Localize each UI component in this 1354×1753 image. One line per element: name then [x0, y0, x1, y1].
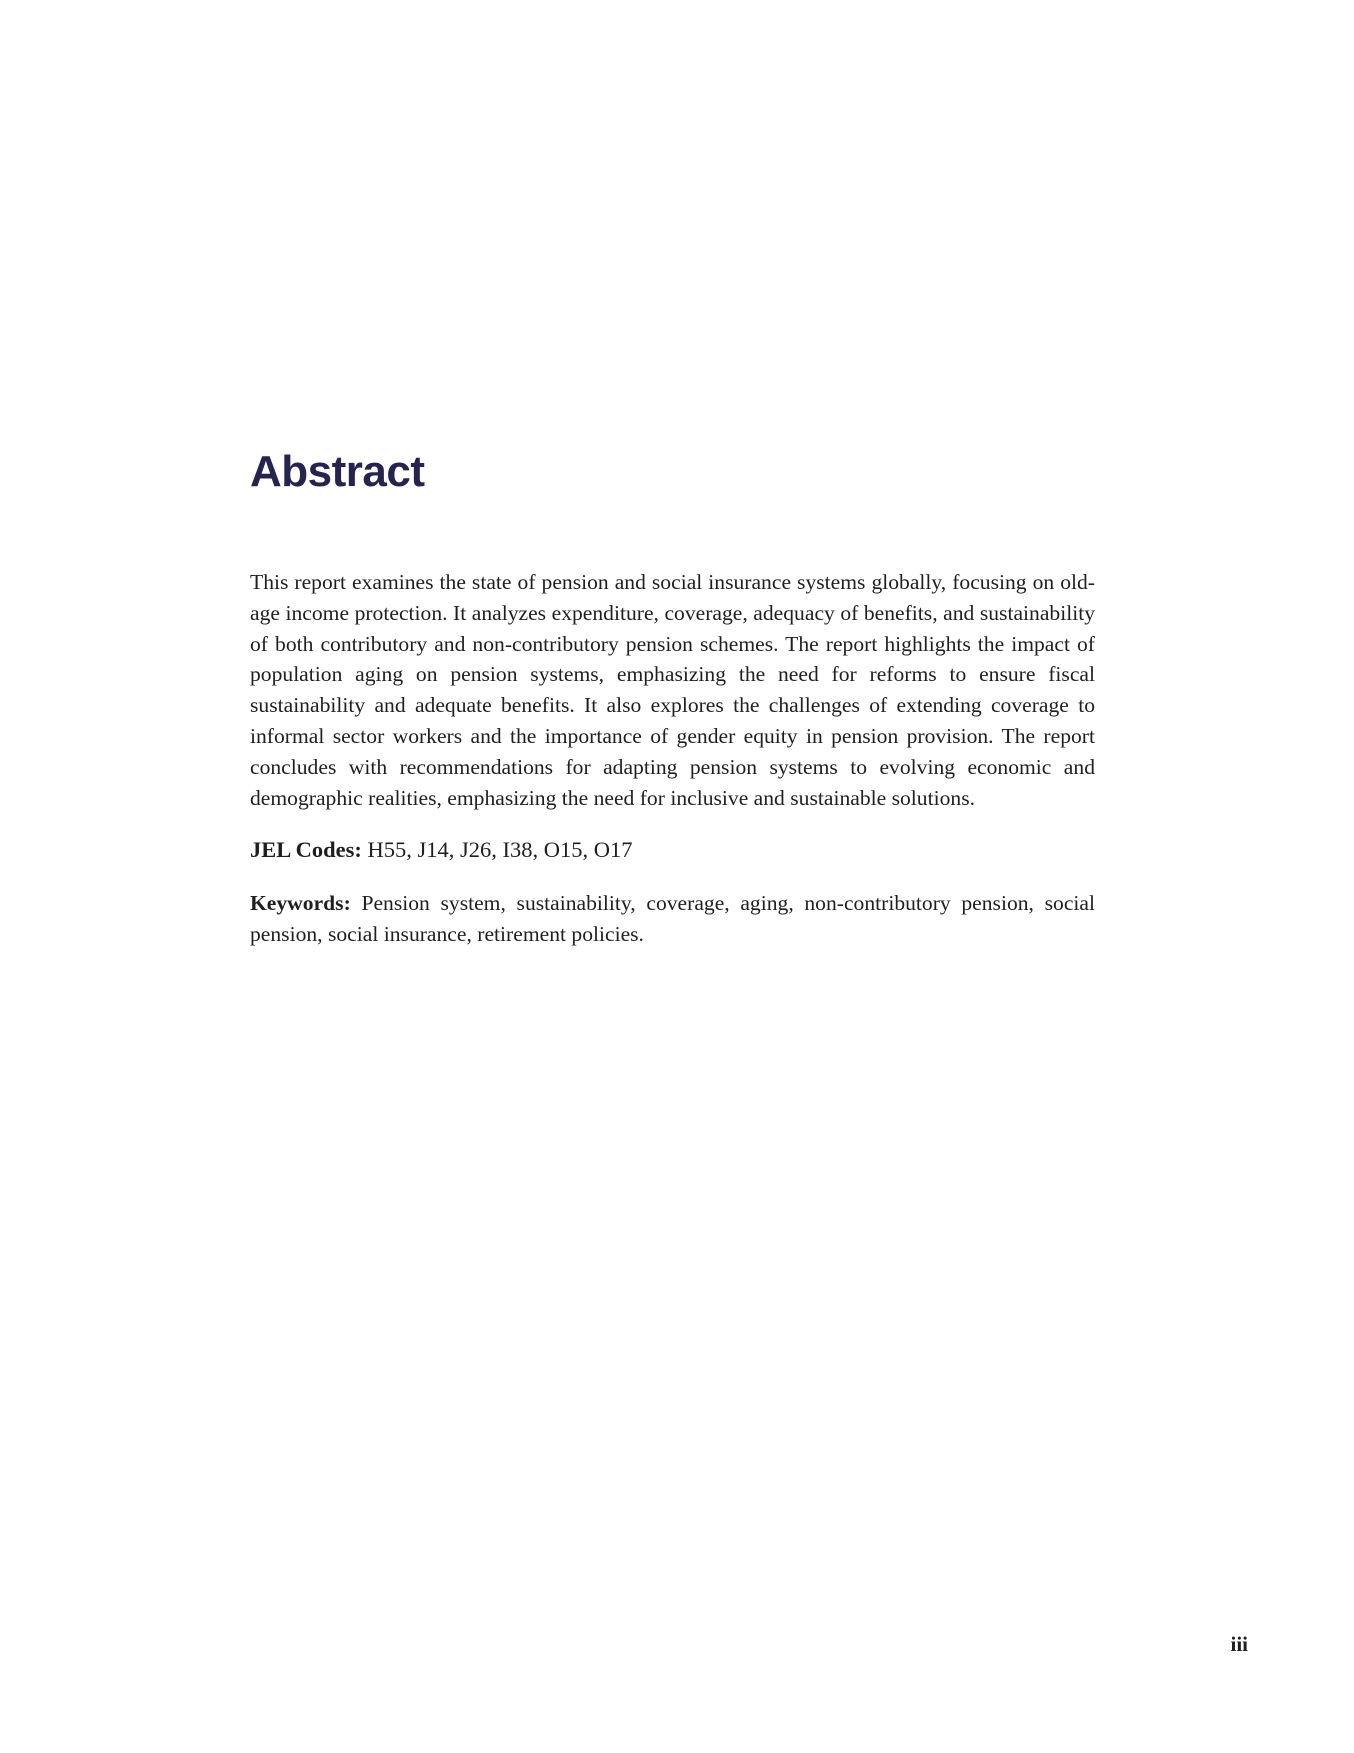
jel-codes-label: JEL Codes: — [250, 837, 362, 863]
jel-codes-line — [250, 835, 1095, 866]
abstract-paragraph: This report examines the state of pension and social insurance systems globally, focusing on old-age income protection. It analyzes expenditure, coverage, adequacy of benefits, and sustainability of both contributory and non-contributory pension schemes. The report highlights the impact of population aging on pension systems, emphasizing the need for reforms to ensure fiscal sustainability and adequate benefits. It also explores the challenges of extending coverage to informal sector workers and the importance of gender equity in pension provision. The report concludes with recommendations for adapting pension systems to evolving economic and demographic realities, emphasizing the need for inclusive and sustainable solutions. — [250, 570, 1095, 810]
page-number: iii — [1230, 1632, 1248, 1656]
keywords-label: Keywords: — [250, 891, 351, 916]
page-title: Abstract — [250, 447, 425, 496]
keywords-value: Pension system, sustainability, coverage, aging, non-contributory pension, social pension, social insurance, retirement policies. — [250, 891, 1095, 946]
keywords-line — [250, 888, 1095, 950]
abstract-section — [250, 445, 1095, 950]
jel-codes-value: H55, J14, J26, I38, O15, O17 — [367, 837, 633, 863]
